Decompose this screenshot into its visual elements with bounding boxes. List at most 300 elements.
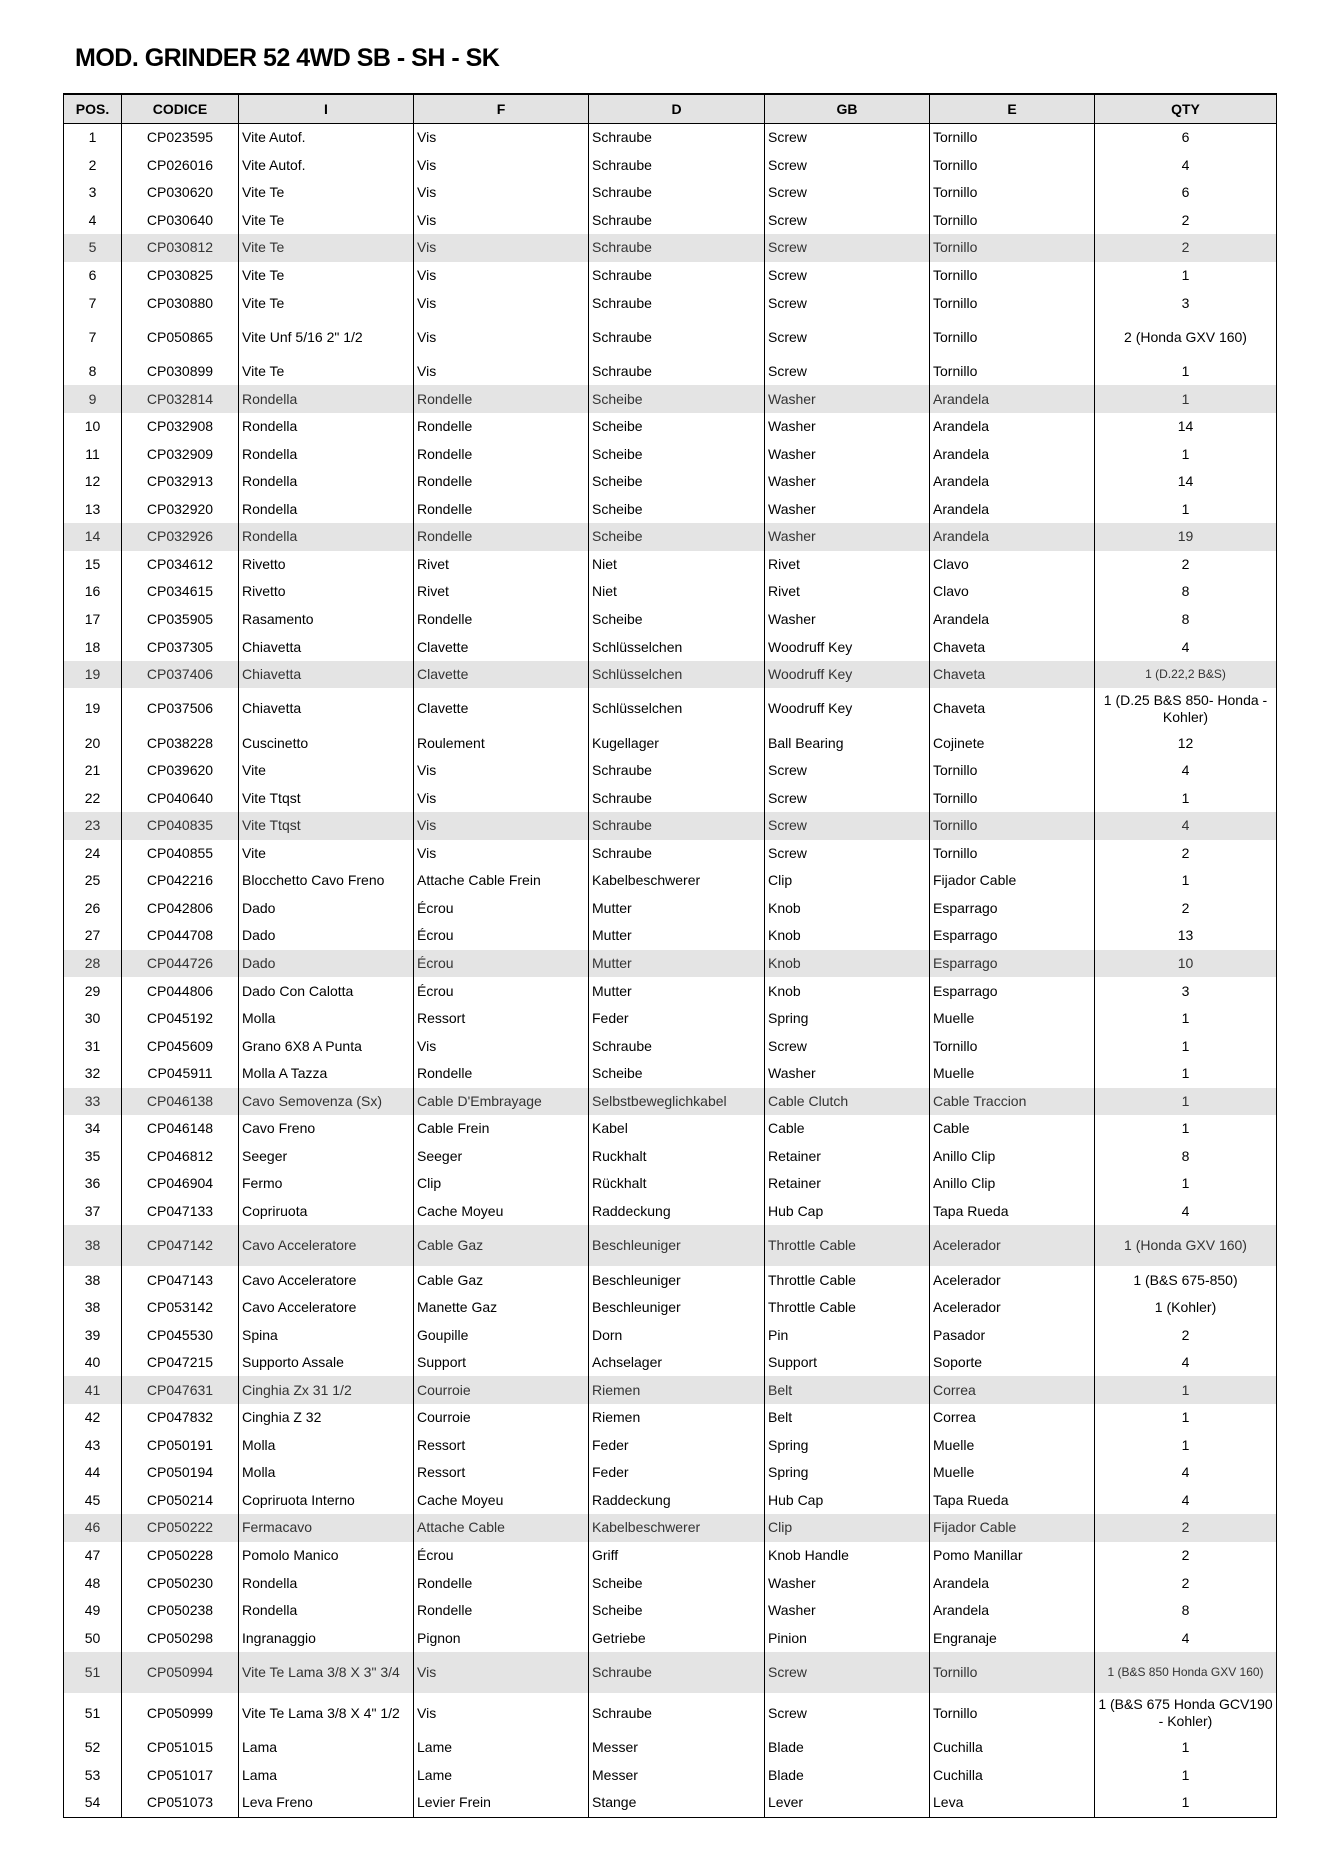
cell-spanish: Tornillo (930, 1652, 1095, 1693)
cell-italian: Vite Te (239, 262, 414, 290)
cell-english: Hub Cap (765, 1487, 930, 1515)
table-row (64, 440, 1277, 468)
table-row (64, 289, 1277, 317)
cell-spanish: Esparrago (930, 950, 1095, 978)
cell-pos: 45 (64, 1487, 122, 1515)
cell-italian: Rondella (239, 413, 414, 441)
cell-code: CP032909 (122, 440, 239, 468)
cell-german: Beschleuniger (589, 1225, 765, 1266)
cell-qty: 1 (1095, 496, 1277, 524)
cell-spanish: Esparrago (930, 977, 1095, 1005)
cell-pos: 33 (64, 1088, 122, 1116)
cell-french: Écrou (414, 977, 589, 1005)
table-row (64, 207, 1277, 235)
cell-english: Spring (765, 1432, 930, 1460)
cell-code: CP046138 (122, 1088, 239, 1116)
cell-qty: 1 (1095, 1789, 1277, 1817)
cell-italian: Chiavetta (239, 661, 414, 689)
cell-spanish: Leva (930, 1789, 1095, 1817)
cell-code: CP026016 (122, 152, 239, 180)
cell-english: Screw (765, 179, 930, 207)
table-row (64, 1294, 1277, 1322)
cell-code: CP030812 (122, 234, 239, 262)
cell-code: CP037406 (122, 661, 239, 689)
cell-qty: 19 (1095, 523, 1277, 551)
cell-code: CP039620 (122, 757, 239, 785)
table-row (64, 358, 1277, 386)
cell-code: CP050228 (122, 1542, 239, 1570)
table-row (64, 1115, 1277, 1143)
cell-italian: Vite (239, 757, 414, 785)
cell-spanish: Pomo Manillar (930, 1542, 1095, 1570)
cell-italian: Fermo (239, 1170, 414, 1198)
cell-german: Beschleuniger (589, 1266, 765, 1294)
table-row (64, 1266, 1277, 1294)
table-row (64, 1734, 1277, 1762)
cell-italian: Molla A Tazza (239, 1060, 414, 1088)
cell-qty: 8 (1095, 578, 1277, 606)
cell-qty: 1 (Honda GXV 160) (1095, 1225, 1277, 1266)
cell-code: CP053142 (122, 1294, 239, 1322)
cell-french: Cable Frein (414, 1115, 589, 1143)
cell-qty: 6 (1095, 124, 1277, 152)
cell-code: CP050194 (122, 1459, 239, 1487)
cell-spanish: Chaveta (930, 633, 1095, 661)
cell-english: Belt (765, 1376, 930, 1404)
cell-italian: Rondella (239, 468, 414, 496)
cell-english: Woodruff Key (765, 688, 930, 729)
cell-spanish: Tornillo (930, 317, 1095, 358)
cell-german: Schraube (589, 234, 765, 262)
cell-german: Scheibe (589, 385, 765, 413)
cell-code: CP044806 (122, 977, 239, 1005)
cell-spanish: Cuchilla (930, 1761, 1095, 1789)
cell-german: Rückhalt (589, 1170, 765, 1198)
table-row (64, 1432, 1277, 1460)
table-row (64, 633, 1277, 661)
cell-qty: 3 (1095, 977, 1277, 1005)
cell-code: CP051017 (122, 1761, 239, 1789)
table-row (64, 729, 1277, 757)
cell-qty: 2 (1095, 1321, 1277, 1349)
cell-spanish: Acelerador (930, 1294, 1095, 1322)
cell-pos: 52 (64, 1734, 122, 1762)
cell-pos: 2 (64, 152, 122, 180)
cell-french: Vis (414, 317, 589, 358)
cell-spanish: Tornillo (930, 179, 1095, 207)
cell-pos: 4 (64, 207, 122, 235)
cell-spanish: Arandela (930, 606, 1095, 634)
cell-italian: Rondella (239, 385, 414, 413)
cell-french: Vis (414, 179, 589, 207)
cell-french: Clavette (414, 633, 589, 661)
cell-pos: 32 (64, 1060, 122, 1088)
table-row (64, 1404, 1277, 1432)
cell-english: Woodruff Key (765, 633, 930, 661)
cell-spanish: Muelle (930, 1432, 1095, 1460)
cell-qty: 1 (1095, 1115, 1277, 1143)
cell-pos: 25 (64, 867, 122, 895)
cell-pos: 5 (64, 234, 122, 262)
cell-english: Screw (765, 840, 930, 868)
cell-qty: 2 (1095, 895, 1277, 923)
cell-spanish: Tornillo (930, 262, 1095, 290)
cell-qty: 2 (1095, 1569, 1277, 1597)
cell-german: Achselager (589, 1349, 765, 1377)
cell-italian: Grano 6X8 A Punta (239, 1032, 414, 1060)
table-row (64, 977, 1277, 1005)
cell-italian: Cavo Acceleratore (239, 1294, 414, 1322)
cell-qty: 1 (1095, 1404, 1277, 1432)
cell-pos: 37 (64, 1198, 122, 1226)
cell-german: Schraube (589, 1652, 765, 1693)
cell-french: Pignon (414, 1624, 589, 1652)
cell-english: Screw (765, 234, 930, 262)
cell-pos: 30 (64, 1005, 122, 1033)
cell-english: Cable (765, 1115, 930, 1143)
cell-french: Cable D'Embrayage (414, 1088, 589, 1116)
cell-french: Clavette (414, 661, 589, 689)
cell-pos: 15 (64, 551, 122, 579)
cell-code: CP045911 (122, 1060, 239, 1088)
cell-italian: Cuscinetto (239, 729, 414, 757)
table-row (64, 1143, 1277, 1171)
cell-spanish: Tornillo (930, 124, 1095, 152)
cell-qty: 8 (1095, 606, 1277, 634)
cell-german: Schraube (589, 784, 765, 812)
table-row (64, 1569, 1277, 1597)
cell-german: Riemen (589, 1376, 765, 1404)
cell-qty: 4 (1095, 633, 1277, 661)
cell-english: Screw (765, 1693, 930, 1734)
cell-spanish: Tornillo (930, 840, 1095, 868)
cell-code: CP050214 (122, 1487, 239, 1515)
cell-qty: 1 (1095, 1734, 1277, 1762)
column-header-french: F (414, 94, 589, 124)
cell-code: CP030825 (122, 262, 239, 290)
cell-french: Rondelle (414, 606, 589, 634)
table-row (64, 840, 1277, 868)
cell-german: Kugellager (589, 729, 765, 757)
cell-qty: 1 (1095, 1060, 1277, 1088)
cell-code: CP044708 (122, 922, 239, 950)
cell-spanish: Acelerador (930, 1266, 1095, 1294)
cell-spanish: Arandela (930, 385, 1095, 413)
cell-code: CP046904 (122, 1170, 239, 1198)
cell-english: Screw (765, 289, 930, 317)
cell-spanish: Chaveta (930, 661, 1095, 689)
cell-qty: 2 (1095, 1514, 1277, 1542)
cell-german: Kabelbeschwerer (589, 1514, 765, 1542)
cell-spanish: Clavo (930, 551, 1095, 579)
cell-qty: 2 (1095, 1542, 1277, 1570)
cell-pos: 1 (64, 124, 122, 152)
cell-pos: 14 (64, 523, 122, 551)
cell-english: Belt (765, 1404, 930, 1432)
cell-italian: Supporto Assale (239, 1349, 414, 1377)
table-row (64, 757, 1277, 785)
cell-italian: Dado (239, 950, 414, 978)
cell-code: CP045609 (122, 1032, 239, 1060)
table-row (64, 578, 1277, 606)
column-header-german: D (589, 94, 765, 124)
table-row (64, 1321, 1277, 1349)
cell-english: Knob (765, 895, 930, 923)
cell-qty: 1 (Kohler) (1095, 1294, 1277, 1322)
table-row (64, 385, 1277, 413)
cell-italian: Vite Te (239, 207, 414, 235)
cell-german: Ruckhalt (589, 1143, 765, 1171)
cell-code: CP032926 (122, 523, 239, 551)
cell-english: Throttle Cable (765, 1266, 930, 1294)
parts-table (63, 93, 1277, 1818)
cell-italian: Vite Te (239, 234, 414, 262)
cell-spanish: Tornillo (930, 358, 1095, 386)
cell-english: Washer (765, 1569, 930, 1597)
cell-italian: Cinghia Zx 31 1/2 (239, 1376, 414, 1404)
cell-french: Vis (414, 1652, 589, 1693)
cell-code: CP050222 (122, 1514, 239, 1542)
cell-code: CP047832 (122, 1404, 239, 1432)
cell-spanish: Cable Traccion (930, 1088, 1095, 1116)
cell-french: Roulement (414, 729, 589, 757)
table-row (64, 812, 1277, 840)
cell-spanish: Esparrago (930, 895, 1095, 923)
cell-pos: 12 (64, 468, 122, 496)
cell-code: CP050999 (122, 1693, 239, 1734)
table-row (64, 551, 1277, 579)
cell-german: Kabel (589, 1115, 765, 1143)
cell-code: CP032908 (122, 413, 239, 441)
cell-german: Kabelbeschwerer (589, 867, 765, 895)
cell-code: CP047215 (122, 1349, 239, 1377)
cell-italian: Cavo Acceleratore (239, 1225, 414, 1266)
table-row (64, 1542, 1277, 1570)
table-row (64, 1376, 1277, 1404)
cell-italian: Cavo Semovenza (Sx) (239, 1088, 414, 1116)
cell-italian: Leva Freno (239, 1789, 414, 1817)
cell-italian: Chiavetta (239, 688, 414, 729)
table-row (64, 1088, 1277, 1116)
cell-italian: Cinghia Z 32 (239, 1404, 414, 1432)
cell-spanish: Cuchilla (930, 1734, 1095, 1762)
cell-code: CP042806 (122, 895, 239, 923)
cell-english: Screw (765, 1652, 930, 1693)
cell-french: Vis (414, 262, 589, 290)
table-row (64, 523, 1277, 551)
cell-qty: 4 (1095, 1459, 1277, 1487)
cell-english: Washer (765, 385, 930, 413)
cell-english: Retainer (765, 1143, 930, 1171)
cell-qty: 4 (1095, 152, 1277, 180)
cell-code: CP045192 (122, 1005, 239, 1033)
cell-italian: Copriruota (239, 1198, 414, 1226)
cell-italian: Seeger (239, 1143, 414, 1171)
cell-spanish: Tornillo (930, 234, 1095, 262)
table-row (64, 922, 1277, 950)
table-row (64, 413, 1277, 441)
cell-pos: 21 (64, 757, 122, 785)
cell-italian: Cavo Freno (239, 1115, 414, 1143)
cell-french: Rondelle (414, 385, 589, 413)
cell-german: Scheibe (589, 468, 765, 496)
cell-english: Knob (765, 950, 930, 978)
cell-spanish: Correa (930, 1404, 1095, 1432)
cell-french: Courroie (414, 1404, 589, 1432)
table-row (64, 317, 1277, 358)
cell-code: CP032920 (122, 496, 239, 524)
cell-french: Ressort (414, 1459, 589, 1487)
cell-italian: Lama (239, 1734, 414, 1762)
cell-code: CP023595 (122, 124, 239, 152)
cell-german: Mutter (589, 950, 765, 978)
table-row (64, 1514, 1277, 1542)
cell-english: Screw (765, 812, 930, 840)
cell-italian: Rondella (239, 496, 414, 524)
cell-pos: 41 (64, 1376, 122, 1404)
cell-french: Vis (414, 840, 589, 868)
cell-pos: 22 (64, 784, 122, 812)
cell-italian: Copriruota Interno (239, 1487, 414, 1515)
cell-pos: 51 (64, 1652, 122, 1693)
cell-italian: Vite Te Lama 3/8 X 4" 1/2 (239, 1693, 414, 1734)
cell-german: Riemen (589, 1404, 765, 1432)
cell-code: CP035905 (122, 606, 239, 634)
cell-qty: 1 (1095, 1088, 1277, 1116)
table-row (64, 1652, 1277, 1693)
cell-english: Ball Bearing (765, 729, 930, 757)
column-header-qty: QTY (1095, 94, 1277, 124)
cell-pos: 47 (64, 1542, 122, 1570)
cell-german: Scheibe (589, 440, 765, 468)
table-row (64, 1459, 1277, 1487)
cell-english: Knob (765, 922, 930, 950)
cell-pos: 27 (64, 922, 122, 950)
table-row (64, 152, 1277, 180)
cell-french: Cache Moyeu (414, 1487, 589, 1515)
table-row (64, 1789, 1277, 1817)
cell-qty: 14 (1095, 413, 1277, 441)
cell-english: Spring (765, 1005, 930, 1033)
cell-german: Scheibe (589, 413, 765, 441)
cell-english: Woodruff Key (765, 661, 930, 689)
cell-spanish: Soporte (930, 1349, 1095, 1377)
column-header-pos: POS. (64, 94, 122, 124)
cell-code: CP040640 (122, 784, 239, 812)
cell-french: Rondelle (414, 440, 589, 468)
cell-pos: 42 (64, 1404, 122, 1432)
cell-italian: Rivetto (239, 551, 414, 579)
cell-english: Throttle Cable (765, 1225, 930, 1266)
cell-code: CP037506 (122, 688, 239, 729)
table-row (64, 688, 1277, 729)
cell-french: Rondelle (414, 523, 589, 551)
cell-italian: Vite Te (239, 289, 414, 317)
cell-qty: 12 (1095, 729, 1277, 757)
cell-italian: Molla (239, 1005, 414, 1033)
table-row (64, 1005, 1277, 1033)
cell-english: Screw (765, 784, 930, 812)
cell-pos: 53 (64, 1761, 122, 1789)
cell-italian: Lama (239, 1761, 414, 1789)
cell-spanish: Cable (930, 1115, 1095, 1143)
cell-french: Support (414, 1349, 589, 1377)
cell-italian: Pomolo Manico (239, 1542, 414, 1570)
cell-german: Scheibe (589, 496, 765, 524)
cell-german: Scheibe (589, 1569, 765, 1597)
cell-french: Clavette (414, 688, 589, 729)
cell-code: CP038228 (122, 729, 239, 757)
cell-german: Mutter (589, 895, 765, 923)
cell-italian: Molla (239, 1459, 414, 1487)
cell-german: Mutter (589, 922, 765, 950)
cell-pos: 50 (64, 1624, 122, 1652)
cell-code: CP034615 (122, 578, 239, 606)
cell-french: Écrou (414, 895, 589, 923)
cell-german: Schlüsselchen (589, 633, 765, 661)
cell-french: Vis (414, 124, 589, 152)
cell-german: Schraube (589, 152, 765, 180)
cell-french: Vis (414, 358, 589, 386)
cell-spanish: Tornillo (930, 812, 1095, 840)
cell-qty: 4 (1095, 812, 1277, 840)
cell-german: Schraube (589, 207, 765, 235)
cell-english: Hub Cap (765, 1198, 930, 1226)
table-row (64, 1597, 1277, 1625)
cell-spanish: Tornillo (930, 1032, 1095, 1060)
cell-pos: 9 (64, 385, 122, 413)
cell-german: Schraube (589, 124, 765, 152)
cell-pos: 44 (64, 1459, 122, 1487)
cell-english: Screw (765, 262, 930, 290)
cell-english: Washer (765, 440, 930, 468)
cell-spanish: Anillo Clip (930, 1143, 1095, 1171)
table-row (64, 1693, 1277, 1734)
cell-french: Vis (414, 152, 589, 180)
cell-german: Schraube (589, 1693, 765, 1734)
cell-german: Feder (589, 1005, 765, 1033)
cell-french: Ressort (414, 1005, 589, 1033)
cell-code: CP047133 (122, 1198, 239, 1226)
cell-pos: 35 (64, 1143, 122, 1171)
cell-code: CP050994 (122, 1652, 239, 1693)
cell-german: Griff (589, 1542, 765, 1570)
cell-qty: 4 (1095, 757, 1277, 785)
cell-italian: Fermacavo (239, 1514, 414, 1542)
cell-german: Schlüsselchen (589, 661, 765, 689)
cell-qty: 1 (1095, 358, 1277, 386)
table-row (64, 1170, 1277, 1198)
table-row (64, 179, 1277, 207)
cell-french: Rivet (414, 551, 589, 579)
cell-qty: 1 (1095, 1170, 1277, 1198)
cell-pos: 51 (64, 1693, 122, 1734)
cell-french: Rivet (414, 578, 589, 606)
cell-pos: 18 (64, 633, 122, 661)
cell-code: CP050865 (122, 317, 239, 358)
cell-french: Vis (414, 1693, 589, 1734)
cell-spanish: Clavo (930, 578, 1095, 606)
table-row (64, 496, 1277, 524)
cell-qty: 10 (1095, 950, 1277, 978)
cell-french: Goupille (414, 1321, 589, 1349)
cell-french: Rondelle (414, 1569, 589, 1597)
cell-pos: 26 (64, 895, 122, 923)
cell-spanish: Tornillo (930, 1693, 1095, 1734)
cell-pos: 3 (64, 179, 122, 207)
table-row (64, 234, 1277, 262)
table-row (64, 262, 1277, 290)
